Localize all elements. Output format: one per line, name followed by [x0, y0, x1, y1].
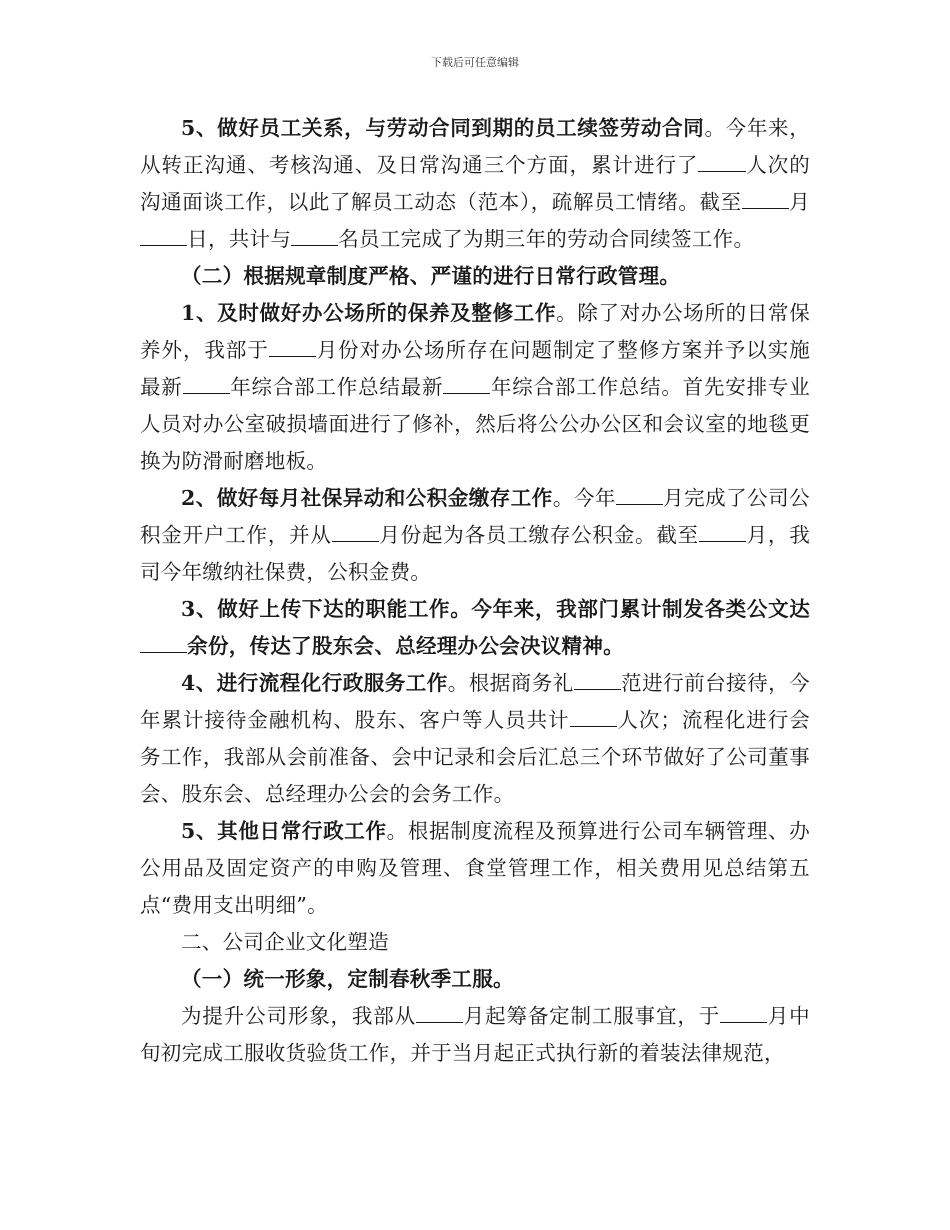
- paragraph-text: 。除了对办公场所的日常保养外，我部于: [140, 301, 810, 362]
- paragraph-text: 余份，传达了股东会、总经理办公会决议精神。: [187, 634, 624, 658]
- paragraph-communication: [140, 591, 810, 665]
- blank-field: [269, 338, 316, 357]
- paragraph-text: 。今年: [552, 486, 616, 510]
- blank-field: [570, 708, 617, 727]
- paragraph-text: 年综合部工作总结。首先安排专业人员对办公室破损墙面进行了修补，然后将公公办公区和会议室的地毯更换为防滑耐磨地板。: [140, 375, 810, 473]
- blank-field: [443, 375, 490, 394]
- blank-field: [574, 671, 621, 690]
- paragraph-text: 月份起为各员工缴存公积金。截至: [378, 523, 699, 547]
- paragraph-text: 。今年来，从转正沟通、考核沟通、及日常沟通三个方面，累计进行了: [140, 116, 811, 177]
- paragraph-text: 。根据制度流程及预算进行公司车辆管理、办公用品及固定资产的申购及管理、食堂管理工作，相关费用见总结第五点“费用支出明细”。: [140, 819, 810, 917]
- paragraph-text: 范进行前台接待，今年累计接待金融机构、股东、客户等人员共计: [140, 671, 810, 732]
- paragraph-uniform: [140, 998, 810, 1072]
- blank-field: [140, 634, 187, 653]
- paragraph-text: 月份对办公场所存在问题制定了整修方案并予以实施最新: [140, 338, 810, 399]
- blank-field: [183, 375, 230, 394]
- paragraph-text: 月中旬初完成工服收货验货工作，并于当月起正式执行新的着装法律规范，: [140, 1004, 810, 1065]
- blank-field: [616, 486, 663, 505]
- document-body: [140, 110, 810, 1072]
- paragraph-process-admin: [140, 665, 810, 813]
- paragraph-text: 。根据商务礼: [447, 671, 574, 695]
- paragraph-text: 人次的沟通面谈工作，以此了解员工动态（范本），疏解员工情绪。截至: [140, 153, 810, 214]
- section-heading-culture: 二、公司企业文化塑造: [181, 930, 389, 954]
- blank-field: [698, 153, 745, 172]
- section-heading-uniform: （一）统一形象，定制春秋季工服。: [181, 967, 514, 991]
- paragraph-office-maintenance: [140, 295, 810, 480]
- blank-field: [291, 227, 338, 246]
- paragraph-text: 为提升公司形象，我部从: [181, 1004, 417, 1028]
- paragraph-text: 月起筹备定制工服事宜，于: [463, 1004, 721, 1028]
- paragraph-lead: 3、做好上传下达的职能工作。今年来，我部门累计制发各类公文达: [181, 597, 810, 621]
- paragraph-other-admin: [140, 813, 810, 924]
- paragraph-text: 人次；流程化进行会务工作，我部从会前准备、会中记录和会后汇总三个环节做好了公司董事会、股东会、总经理办公会的会务工作。: [140, 708, 811, 806]
- paragraph-text: 月，我司今年缴纳社保费，公积金费。: [140, 523, 811, 584]
- paragraph-text: 日，共计与: [187, 227, 292, 251]
- paragraph-text: 月完成了公司公积金开户工作，并从: [140, 486, 810, 547]
- paragraph-lead: 1、及时做好办公场所的保养及整修工作: [181, 301, 557, 325]
- paragraph-lead: 4、进行流程化行政服务工作: [181, 671, 448, 695]
- paragraph-lead: 5、做好员工关系，与劳动合同到期的员工续签劳动合同: [181, 116, 705, 140]
- blank-field: [140, 227, 187, 246]
- blank-field: [699, 523, 746, 542]
- page-header: 下载后可任意编辑: [431, 56, 519, 69]
- paragraph-lead: 2、做好每月社保异动和公积金缴存工作: [181, 486, 553, 510]
- section-heading-admin: （二）根据规章制度严格、严谨的进行日常行政管理。: [181, 264, 681, 288]
- paragraph-employee-relations: [140, 110, 810, 258]
- paragraph-social-security: [140, 480, 810, 591]
- paragraph-text: 年综合部工作总结最新: [229, 375, 444, 399]
- blank-field: [332, 523, 379, 542]
- paragraph-lead: 5、其他日常行政工作: [181, 819, 387, 843]
- paragraph-text: 名员工完成了为期三年的劳动合同续签工作。: [338, 227, 755, 251]
- blank-field: [416, 1004, 463, 1023]
- paragraph-text: 月: [788, 190, 810, 214]
- blank-field: [742, 190, 789, 209]
- blank-field: [720, 1004, 767, 1023]
